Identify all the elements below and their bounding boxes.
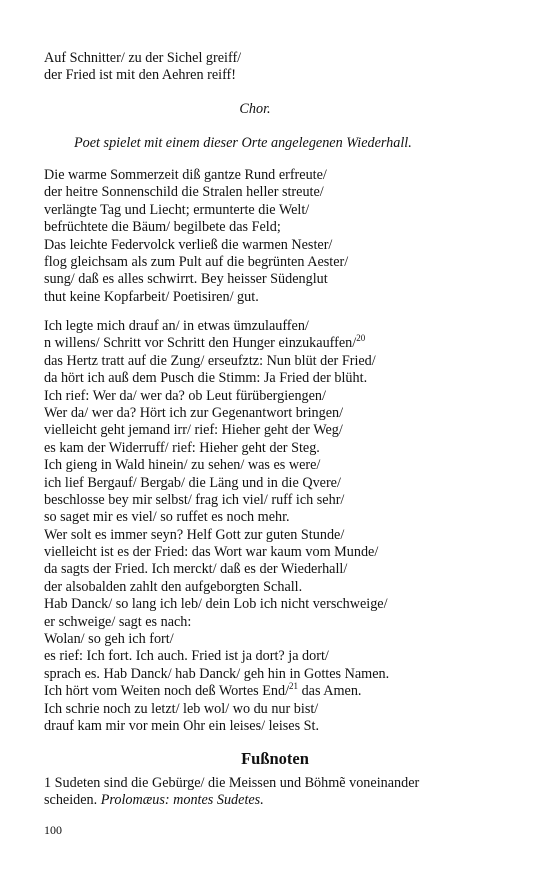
note-reference[interactable]: 21 [289,681,299,692]
verse-line: der alsobalden zahlt den aufgeborgten Schall. [44,578,303,595]
verse-line: er schweige/ sagt es nach: [44,613,192,630]
footnote-line: 1 Sudeten sind die Gebürge/ die Meissen und Böhmẽ voneinander [44,775,420,791]
chorus-label: Chor. [239,101,271,117]
verse-line: der Fried ist mit den Aehren reiff! [44,67,237,84]
footnote-citation: Prolomæus: montes Sudetes. [100,792,264,809]
verse-line: Ich legte mich drauf an/ in etwas ümzulauffen/ [44,318,309,334]
verse-line: so saget mir es viel/ so ruffet es noch mehr. [44,509,290,526]
footnotes-heading: Fußnoten [241,749,309,768]
verse-line: Das leichte Federvolck verließ die warmen Nester/ [44,236,333,253]
verse-line: Die warme Sommerzeit diß gantze Rund erfreute/ [44,167,327,183]
opening-lines [44,50,514,85]
verse-line: das Hertz tratt auf die Zung/ erseufztz: Nun blüt der Fried/ [44,352,376,369]
verse-line: der heitre Sonnenschild die Stralen heller streute/ [44,184,324,201]
verse-line: Ich rief: Wer da/ wer da? ob Leut fürübergiengen/ [44,387,326,404]
verse-line [44,683,514,700]
verse-line [44,335,514,352]
verse-line: es kam der Widerruff/ rief: Hieher geht der Steg. [44,439,320,456]
verse-line: Wolan/ so geh ich fort/ [44,631,174,648]
verse-line: vielleicht ist es der Fried: das Wort war kaum vom Munde/ [44,544,379,561]
footnote-line [44,792,514,809]
verse-line: Hab Danck/ so lang ich leb/ dein Lob ich nicht verschweige/ [44,596,388,613]
verse-text: das Amen. [298,683,362,700]
note-reference[interactable]: 20 [356,333,366,344]
verse-line: beschlosse bey mir selbst/ frag ich viel/ ruff ich sehr/ [44,491,345,508]
verse-line: da hört ich auß dem Pusch die Stimm: Ja Fried der blüht. [44,370,368,387]
verse-line: sung/ daß es alles schwirrt. Bey heisser Südenglut [44,271,328,288]
verse-text: n willens/ Schritt vor Schritt den Hunger einzukauffen/ [44,335,357,352]
stage-direction: Poet spielet mit einem dieser Orte angelegenen Wiederhall. [74,135,412,151]
verse-line: da sagts der Fried. Ich merckt/ daß es der Wiederhall/ [44,561,348,578]
footnote [44,775,514,810]
verse-line: drauf kam mir vor mein Ohr ein leises/ leises St. [44,717,320,734]
verse-line: sprach es. Hab Danck/ hab Danck/ geh hin in Gottes Namen. [44,665,390,682]
verse-line: befrüchtete die Bäum/ begilbete das Feld; [44,219,281,236]
verse-line: es rief: Ich fort. Ich auch. Fried ist ja dort? ja dort/ [44,648,329,665]
verse-text: Ich hört vom Weiten noch deß Wortes End/ [44,683,290,700]
footnote-text: scheiden. [44,792,101,809]
stanza-2 [44,318,514,735]
verse-line: Auf Schnitter/ zu der Sichel greiff/ [44,50,242,66]
page-number: 100 [44,823,62,837]
verse-line: ich lief Bergauf/ Bergab/ die Läng und in die Qvere/ [44,474,341,491]
verse-line: vielleicht geht jemand irr/ rief: Hieher geht der Weg/ [44,422,343,439]
verse-line: Wer da/ wer da? Hört ich zur Gegenantwort bringen/ [44,404,344,421]
verse-line: Wer solt es immer seyn? Helf Gott zur guten Stunde/ [44,526,345,543]
verse-line: thut keine Kopfarbeit/ Poetisiren/ gut. [44,288,259,305]
verse-line: verlängte Tag und Liecht; ermunterte die Welt/ [44,201,310,218]
stanza-1 [44,167,514,306]
verse-line: Ich schrie noch zu letzt/ leb wol/ wo du nur bist/ [44,700,319,717]
verse-line: flog gleichsam als zum Pult auf die begrünten Aester/ [44,253,349,270]
verse-line: Ich gieng in Wald hinein/ zu sehen/ was es were/ [44,457,321,474]
